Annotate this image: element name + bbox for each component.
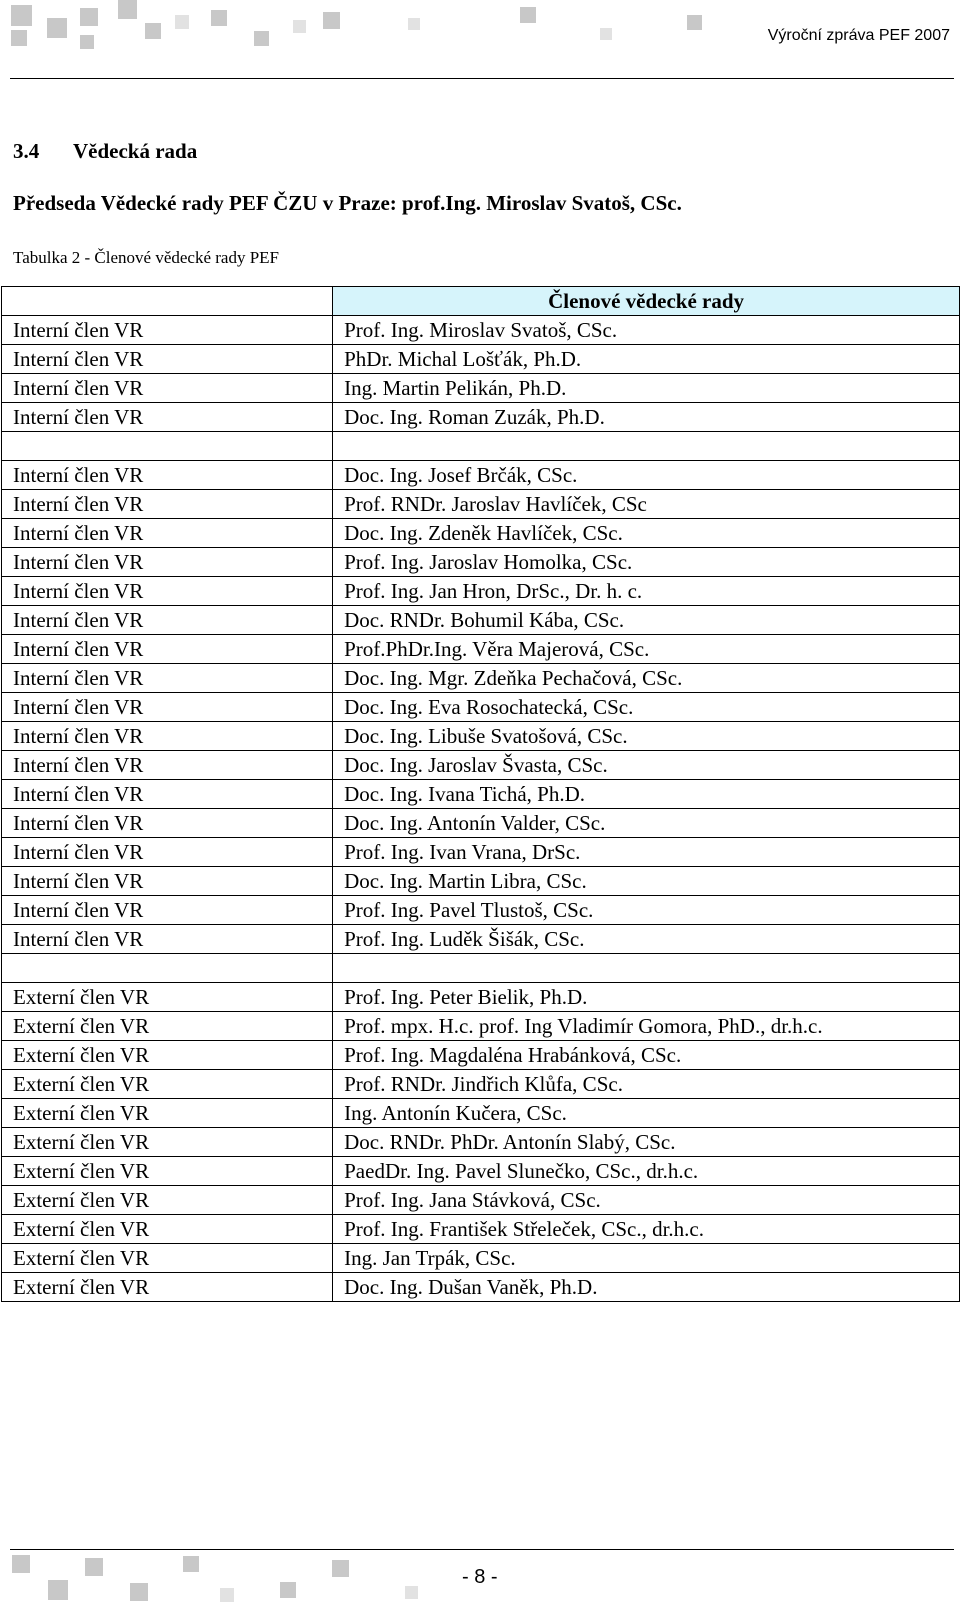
member-name-cell: Doc. Ing. Mgr. Zdeňka Pechačová, CSc. [333,664,960,693]
member-role-cell: Interní člen VR [2,867,333,896]
table-row [2,809,960,838]
table-row [2,693,960,722]
table-row [2,1186,960,1215]
member-name-cell: Prof. RNDr. Jaroslav Havlíček, CSc [333,490,960,519]
member-role-cell: Externí člen VR [2,1012,333,1041]
member-name-cell: Doc. Ing. Martin Libra, CSc. [333,867,960,896]
member-name-cell: Doc. Ing. Antonín Valder, CSc. [333,809,960,838]
table-row [2,896,960,925]
table-row [2,983,960,1012]
member-name-cell: Prof. Ing. František Střeleček, CSc., dr.h.c. [333,1215,960,1244]
member-name-cell: Doc. Ing. Dušan Vaněk, Ph.D. [333,1273,960,1302]
member-role-cell [2,954,333,983]
member-role-cell: Interní člen VR [2,345,333,374]
table-row [2,1012,960,1041]
header-rule [10,78,954,79]
table-row [2,577,960,606]
page-number: - 8 - [462,1566,498,1588]
member-role-cell: Externí člen VR [2,983,333,1012]
table-row [2,461,960,490]
running-header: Výroční zpráva PEF 2007 [767,27,950,44]
table-row [2,722,960,751]
member-name-cell: PaedDr. Ing. Pavel Slunečko, CSc., dr.h.c. [333,1157,960,1186]
member-role-cell: Interní člen VR [2,548,333,577]
member-name-cell [333,432,960,461]
table-caption: Tabulka 2 - Členové vědecké rady PEF [13,248,280,267]
member-role-cell: Interní člen VR [2,403,333,432]
member-name-cell: Prof. Ing. Luděk Šišák, CSc. [333,925,960,954]
member-role-cell: Interní člen VR [2,606,333,635]
footer-rule [10,1549,954,1550]
table-row [2,751,960,780]
table-row [2,635,960,664]
member-name-cell: Doc. RNDr. PhDr. Antonín Slabý, CSc. [333,1128,960,1157]
member-name-cell: Doc. Ing. Eva Rosochatecká, CSc. [333,693,960,722]
table-row [2,1244,960,1273]
member-role-cell: Interní člen VR [2,374,333,403]
table-row [2,345,960,374]
member-role-cell: Interní člen VR [2,925,333,954]
member-role-cell: Interní člen VR [2,722,333,751]
member-role-cell: Interní člen VR [2,490,333,519]
member-name-cell: PhDr. Michal Lošťák, Ph.D. [333,345,960,374]
table-header-row [2,287,960,316]
member-name-cell: Doc. Ing. Josef Brčák, CSc. [333,461,960,490]
member-role-cell: Externí člen VR [2,1041,333,1070]
member-role-cell: Interní člen VR [2,519,333,548]
member-role-cell: Interní člen VR [2,693,333,722]
member-role-cell: Interní člen VR [2,635,333,664]
table-row [2,606,960,635]
table-row [2,403,960,432]
member-name-cell: Prof.PhDr.Ing. Věra Majerová, CSc. [333,635,960,664]
table-row [2,1070,960,1099]
member-name-cell: Doc. RNDr. Bohumil Kába, CSc. [333,606,960,635]
section-title: Vědecká rada [73,139,198,163]
member-name-cell: Doc. Ing. Ivana Tichá, Ph.D. [333,780,960,809]
section-heading [13,139,197,164]
table-row [2,838,960,867]
member-role-cell: Interní člen VR [2,577,333,606]
table-row [2,1215,960,1244]
table-row [2,374,960,403]
member-name-cell: Prof. mpx. H.c. prof. Ing Vladimír Gomora, PhD., dr.h.c. [333,1012,960,1041]
table-row [2,780,960,809]
member-name-cell: Prof. Ing. Pavel Tlustoš, CSc. [333,896,960,925]
member-role-cell: Externí člen VR [2,1099,333,1128]
member-role-cell: Externí člen VR [2,1070,333,1099]
members-table [1,286,960,1302]
table-row [2,490,960,519]
member-role-cell: Externí člen VR [2,1273,333,1302]
table-row [2,925,960,954]
table-row [2,1273,960,1302]
member-role-cell: Interní člen VR [2,809,333,838]
chair-line: Předseda Vědecké rady PEF ČZU v Praze: prof.Ing. Miroslav Svatoš, CSc. [13,191,682,215]
section-number: 3.4 [13,139,40,163]
table-row [2,1041,960,1070]
header-cell-role [2,287,333,316]
member-role-cell: Externí člen VR [2,1128,333,1157]
member-role-cell: Externí člen VR [2,1157,333,1186]
member-name-cell: Ing. Antonín Kučera, CSc. [333,1099,960,1128]
member-name-cell: Ing. Martin Pelikán, Ph.D. [333,374,960,403]
member-name-cell: Prof. Ing. Jana Stávková, CSc. [333,1186,960,1215]
table-row [2,1128,960,1157]
member-name-cell: Prof. Ing. Ivan Vrana, DrSc. [333,838,960,867]
member-name-cell: Prof. Ing. Miroslav Svatoš, CSc. [333,316,960,345]
member-name-cell: Prof. Ing. Jan Hron, DrSc., Dr. h. c. [333,577,960,606]
member-name-cell: Doc. Ing. Zdeněk Havlíček, CSc. [333,519,960,548]
table-row [2,548,960,577]
member-role-cell: Interní člen VR [2,780,333,809]
member-role-cell: Interní člen VR [2,751,333,780]
header-cell-members: Členové vědecké rady [333,287,960,316]
member-name-cell: Prof. RNDr. Jindřich Klůfa, CSc. [333,1070,960,1099]
member-name-cell: Doc. Ing. Jaroslav Švasta, CSc. [333,751,960,780]
table-row [2,432,960,461]
member-role-cell [2,432,333,461]
table-row [2,867,960,896]
member-role-cell: Interní člen VR [2,664,333,693]
member-role-cell: Externí člen VR [2,1215,333,1244]
member-role-cell: Interní člen VR [2,461,333,490]
table-row [2,1099,960,1128]
member-name-cell [333,954,960,983]
member-name-cell: Prof. Ing. Magdaléna Hrabánková, CSc. [333,1041,960,1070]
member-role-cell: Externí člen VR [2,1186,333,1215]
member-role-cell: Interní člen VR [2,896,333,925]
member-name-cell: Doc. Ing. Libuše Svatošová, CSc. [333,722,960,751]
member-name-cell: Prof. Ing. Peter Bielik, Ph.D. [333,983,960,1012]
table-row [2,316,960,345]
table-row [2,954,960,983]
member-role-cell: Interní člen VR [2,838,333,867]
member-role-cell: Externí člen VR [2,1244,333,1273]
table-row [2,1157,960,1186]
member-role-cell: Interní člen VR [2,316,333,345]
member-name-cell: Ing. Jan Trpák, CSc. [333,1244,960,1273]
table-row [2,664,960,693]
member-name-cell: Prof. Ing. Jaroslav Homolka, CSc. [333,548,960,577]
member-name-cell: Doc. Ing. Roman Zuzák, Ph.D. [333,403,960,432]
table-row [2,519,960,548]
